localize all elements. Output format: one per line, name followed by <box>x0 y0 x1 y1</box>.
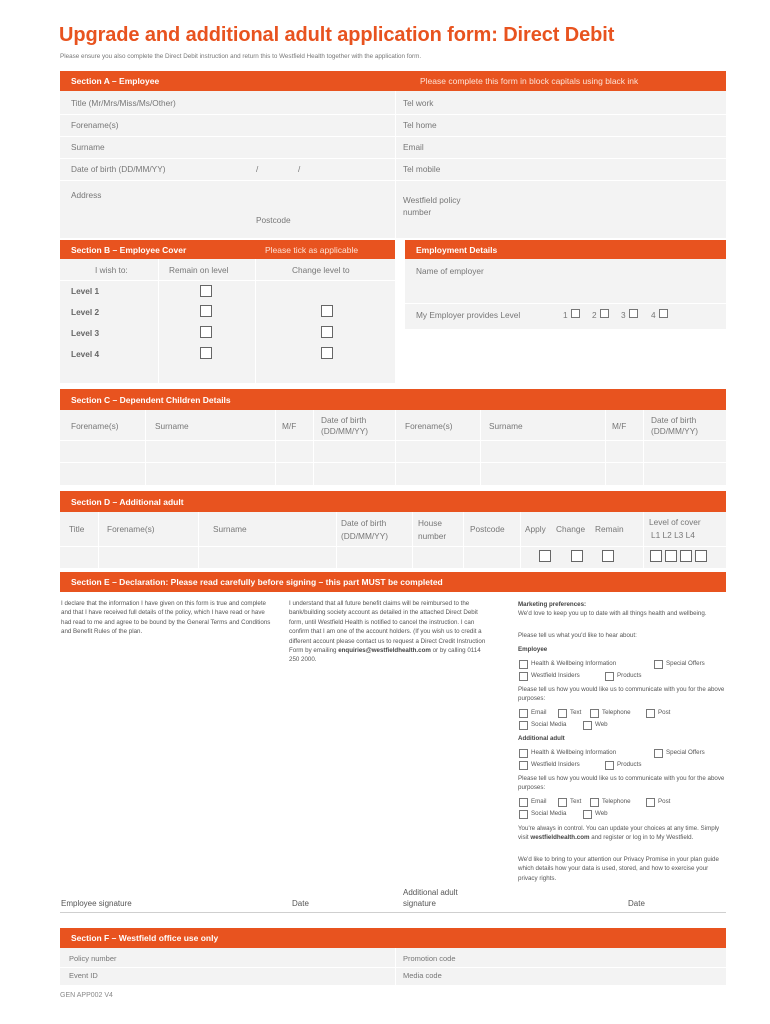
employee-special-offers-label: Special Offers <box>666 660 705 667</box>
section-d-header <box>60 491 726 512</box>
adult-change-checkbox[interactable] <box>571 550 583 562</box>
adult-insiders-checkbox[interactable] <box>519 761 528 770</box>
adult-level-1-checkbox[interactable] <box>650 550 662 562</box>
adult-forename-header: Forename(s) <box>107 524 155 534</box>
employment-details-header <box>405 240 726 259</box>
understanding-phone-text: or by calling 0114 250 2000. <box>289 647 481 664</box>
section-e-title: Section E – Declaration: Please read carefully before signing – this part MUST be completed <box>71 577 443 587</box>
tel-mobile-label[interactable]: Tel mobile <box>403 164 441 174</box>
forename-field-label[interactable]: Forename(s) <box>71 120 119 130</box>
employee-telephone-label: Telephone <box>602 709 631 716</box>
policy-number-label[interactable]: Westfield policy number <box>403 195 461 217</box>
employee-text-checkbox[interactable] <box>558 709 567 718</box>
provides-level-4-checkbox[interactable] <box>659 309 668 318</box>
employee-signature-label[interactable]: Employee signature <box>61 899 132 908</box>
adult-house-number-header: House number <box>418 518 447 541</box>
employee-communicate-text: Please tell us how you would like us to communicate with you for the above purposes: <box>518 686 725 703</box>
remain-level-3-checkbox[interactable] <box>200 326 212 338</box>
adult-apply-checkbox[interactable] <box>539 550 551 562</box>
dob-slash-1: / <box>256 164 259 174</box>
employer-provides-label: My Employer provides Level <box>416 310 521 320</box>
change-level-4-checkbox[interactable] <box>321 347 333 359</box>
employee-hw-info-checkbox[interactable] <box>519 660 528 669</box>
adult-levels-header: L1 L2 L3 L4 <box>651 530 695 540</box>
child-surname-header-1: Surname <box>155 421 189 431</box>
col-wish-to: I wish to: <box>95 265 128 275</box>
adult-email-label: Email <box>531 798 547 805</box>
section-b-note: Please tick as applicable <box>265 244 359 255</box>
adult-level-3-checkbox[interactable] <box>680 550 692 562</box>
control-text <box>518 824 728 843</box>
adult-level-cover-header: Level of cover <box>649 517 701 527</box>
adult-web-label: Web <box>595 810 608 817</box>
adult-products-checkbox[interactable] <box>605 761 614 770</box>
westfield-site-link[interactable]: westfieldhealth.com <box>530 834 590 842</box>
adult-text-checkbox[interactable] <box>558 798 567 807</box>
adult-hw-info-checkbox[interactable] <box>519 749 528 758</box>
employee-email-label: Email <box>531 709 547 716</box>
adult-products-label: Products <box>617 761 642 768</box>
address-field-label[interactable]: Address <box>71 190 102 200</box>
child-gender-header-2: M/F <box>612 421 627 431</box>
employee-insiders-label: Westfield Insiders <box>531 672 580 679</box>
employee-telephone-checkbox[interactable] <box>590 709 599 718</box>
employee-prefs-label <box>518 645 547 654</box>
adult-hw-info-label: Health & Wellbeing Information <box>531 749 617 756</box>
adult-post-label: Post <box>658 798 671 805</box>
adult-special-offers-label: Special Offers <box>666 749 705 756</box>
remain-level-2-checkbox[interactable] <box>200 305 212 317</box>
tel-work-label[interactable]: Tel work <box>403 98 434 108</box>
enquiries-email-link[interactable]: enquiries@westfieldhealth.com <box>338 647 431 655</box>
level-3-label: Level 3 <box>71 328 100 338</box>
form-title: Upgrade and additional adult application form: Direct Debit <box>59 24 615 46</box>
col-change-level-to: Change level to <box>292 265 350 275</box>
declaration-text: I declare that the information I have given on this form is true and complete and that I have received full details of the policy, which I have read or have had read to me and agree to be bound by the General Terms and Conditions and Benefit Rules of the plan. <box>61 600 271 636</box>
provides-level-1-label: 1 <box>563 310 568 320</box>
media-code-label: Media code <box>403 971 442 980</box>
col-remain-on-level: Remain on level <box>169 265 229 275</box>
adult-prefs-title: Additional adult <box>518 735 565 742</box>
employee-hw-info-label: Health & Wellbeing Information <box>531 660 617 667</box>
section-a-header <box>60 71 726 91</box>
adult-postcode-header: Postcode <box>470 524 505 534</box>
adult-title-header: Title <box>69 524 85 534</box>
form-reference: GEN APP002 V4 <box>60 992 113 999</box>
marketing-preferences <box>518 600 728 619</box>
employee-web-label: Web <box>595 721 608 728</box>
signature-line <box>60 912 726 913</box>
employee-date-label[interactable]: Date <box>292 899 309 908</box>
section-e-header <box>60 572 726 592</box>
employee-social-label: Social Media <box>531 721 567 728</box>
remain-level-4-checkbox[interactable] <box>200 347 212 359</box>
level-4-label: Level 4 <box>71 349 100 359</box>
section-d-title: Section D – Additional adult <box>71 496 184 507</box>
marketing-hear-about: Please tell us what you'd like to hear about: <box>518 632 637 639</box>
dob-field-label[interactable]: Date of birth (DD/MM/YY) <box>71 164 166 174</box>
adult-social-label: Social Media <box>531 810 567 817</box>
adult-communicate-text: Please tell us how you would like us to communicate with you for the above purposes: <box>518 775 725 792</box>
adult-signature-label[interactable]: Additional adult signature <box>403 888 458 908</box>
employee-social-checkbox[interactable] <box>519 721 528 730</box>
section-b-title: Section B – Employee Cover <box>71 244 187 255</box>
employee-post-checkbox[interactable] <box>646 709 655 718</box>
employee-web-checkbox[interactable] <box>583 721 592 730</box>
adult-special-offers-checkbox[interactable] <box>654 749 663 758</box>
email-field-label[interactable]: Email <box>403 142 424 152</box>
adult-apply-header: Apply <box>525 524 546 534</box>
adult-level-4-checkbox[interactable] <box>695 550 707 562</box>
child-dob-header-1: Date of birth (DD/MM/YY) <box>321 415 369 436</box>
surname-field-label[interactable]: Surname <box>71 142 105 152</box>
section-c-header <box>60 389 726 410</box>
child-forename-header-1: Forename(s) <box>71 421 119 431</box>
provides-level-3-checkbox[interactable] <box>629 309 638 318</box>
employee-insiders-checkbox[interactable] <box>519 672 528 681</box>
employee-special-offers-checkbox[interactable] <box>654 660 663 669</box>
section-a-note: Please complete this form in block capitals using black ink <box>420 76 639 86</box>
adult-telephone-label: Telephone <box>602 798 631 805</box>
postcode-field-label[interactable]: Postcode <box>256 215 291 225</box>
section-c-title: Section C – Dependent Children Details <box>71 394 231 405</box>
event-id-label: Event ID <box>69 971 98 980</box>
provides-level-2-label: 2 <box>592 310 597 320</box>
employee-prefs-title: Employee <box>518 646 548 653</box>
adult-date-label[interactable]: Date <box>628 899 645 908</box>
employee-text-label: Text <box>570 709 582 716</box>
control-text-end: and register or log in to My Westfield. <box>591 834 694 842</box>
provides-level-2-checkbox[interactable] <box>600 309 609 318</box>
adult-post-checkbox[interactable] <box>646 798 655 807</box>
adult-social-checkbox[interactable] <box>519 810 528 819</box>
adult-remain-header: Remain <box>595 524 624 534</box>
dob-slash-2: / <box>298 164 301 174</box>
adult-remain-checkbox[interactable] <box>602 550 614 562</box>
adult-insiders-label: Westfield Insiders <box>531 761 580 768</box>
provides-level-4-label: 4 <box>651 310 656 320</box>
child-dob-header-2: Date of birth (DD/MM/YY) <box>651 415 699 436</box>
control-text-start: You're always in control. You can update your choices at any time. Simply visit <box>518 825 720 842</box>
title-field-label[interactable]: Title (Mr/Mrs/Miss/Ms/Other) <box>71 98 176 108</box>
change-level-3-checkbox[interactable] <box>321 326 333 338</box>
adult-email-checkbox[interactable] <box>519 798 528 807</box>
section-a-title: Section A – Employee <box>71 76 160 86</box>
child-surname-header-2: Surname <box>489 421 523 431</box>
adult-surname-header: Surname <box>213 524 247 534</box>
provides-level-1-checkbox[interactable] <box>571 309 580 318</box>
adult-level-2-checkbox[interactable] <box>665 550 677 562</box>
tel-home-label[interactable]: Tel home <box>403 120 437 130</box>
employer-name-label[interactable]: Name of employer <box>416 266 484 276</box>
adult-change-header: Change <box>556 524 586 534</box>
employment-details-title: Employment Details <box>416 244 498 255</box>
marketing-title: Marketing preferences: <box>518 601 587 608</box>
direct-debit-understanding <box>289 599 491 665</box>
change-level-2-checkbox[interactable] <box>321 305 333 317</box>
child-forename-header-2: Forename(s) <box>405 421 453 431</box>
provides-level-3-label: 3 <box>621 310 626 320</box>
promotion-code-label: Promotion code <box>403 954 456 963</box>
adult-prefs-label <box>518 734 565 743</box>
intro-text: Please ensure you also complete the Direct Debit instruction and return this to Westfield Health together with the application form. <box>60 53 422 60</box>
adult-dob-header: Date of birth (DD/MM/YY) <box>341 518 389 541</box>
level-1-label: Level 1 <box>71 286 100 296</box>
employee-products-label: Products <box>617 672 642 679</box>
child-gender-header-1: M/F <box>282 421 297 431</box>
privacy-text: We'd like to bring to your attention our Privacy Promise in your plan guide which details how your data is used, stored, and how to exercise your privacy rights. <box>518 856 719 882</box>
adult-text-label: Text <box>570 798 582 805</box>
understanding-text: I understand that all future benefit claims will be reimbursed to the bank/building society account as detailed in the attached Direct Debit form, until Westfield Health is notified to cancel the instruction. I can confirm that I am one of the account holders. (If you wish us to credit a different account please contact us to request a Direct Credit Instruction Form by emailing <box>289 600 486 655</box>
section-f-header <box>60 928 726 948</box>
level-2-label: Level 2 <box>71 307 100 317</box>
section-b-header <box>60 240 395 259</box>
adult-web-checkbox[interactable] <box>583 810 592 819</box>
employee-post-label: Post <box>658 709 671 716</box>
remain-level-1-checkbox[interactable] <box>200 285 212 297</box>
section-f-title: Section F – Westfield office use only <box>71 933 219 943</box>
adult-telephone-checkbox[interactable] <box>590 798 599 807</box>
policy-number-office-label: Policy number <box>69 954 117 963</box>
employee-products-checkbox[interactable] <box>605 672 614 681</box>
section-b-body <box>60 259 395 383</box>
marketing-intro: We'd love to keep you up to date with all things health and wellbeing. <box>518 610 707 618</box>
employee-email-checkbox[interactable] <box>519 709 528 718</box>
